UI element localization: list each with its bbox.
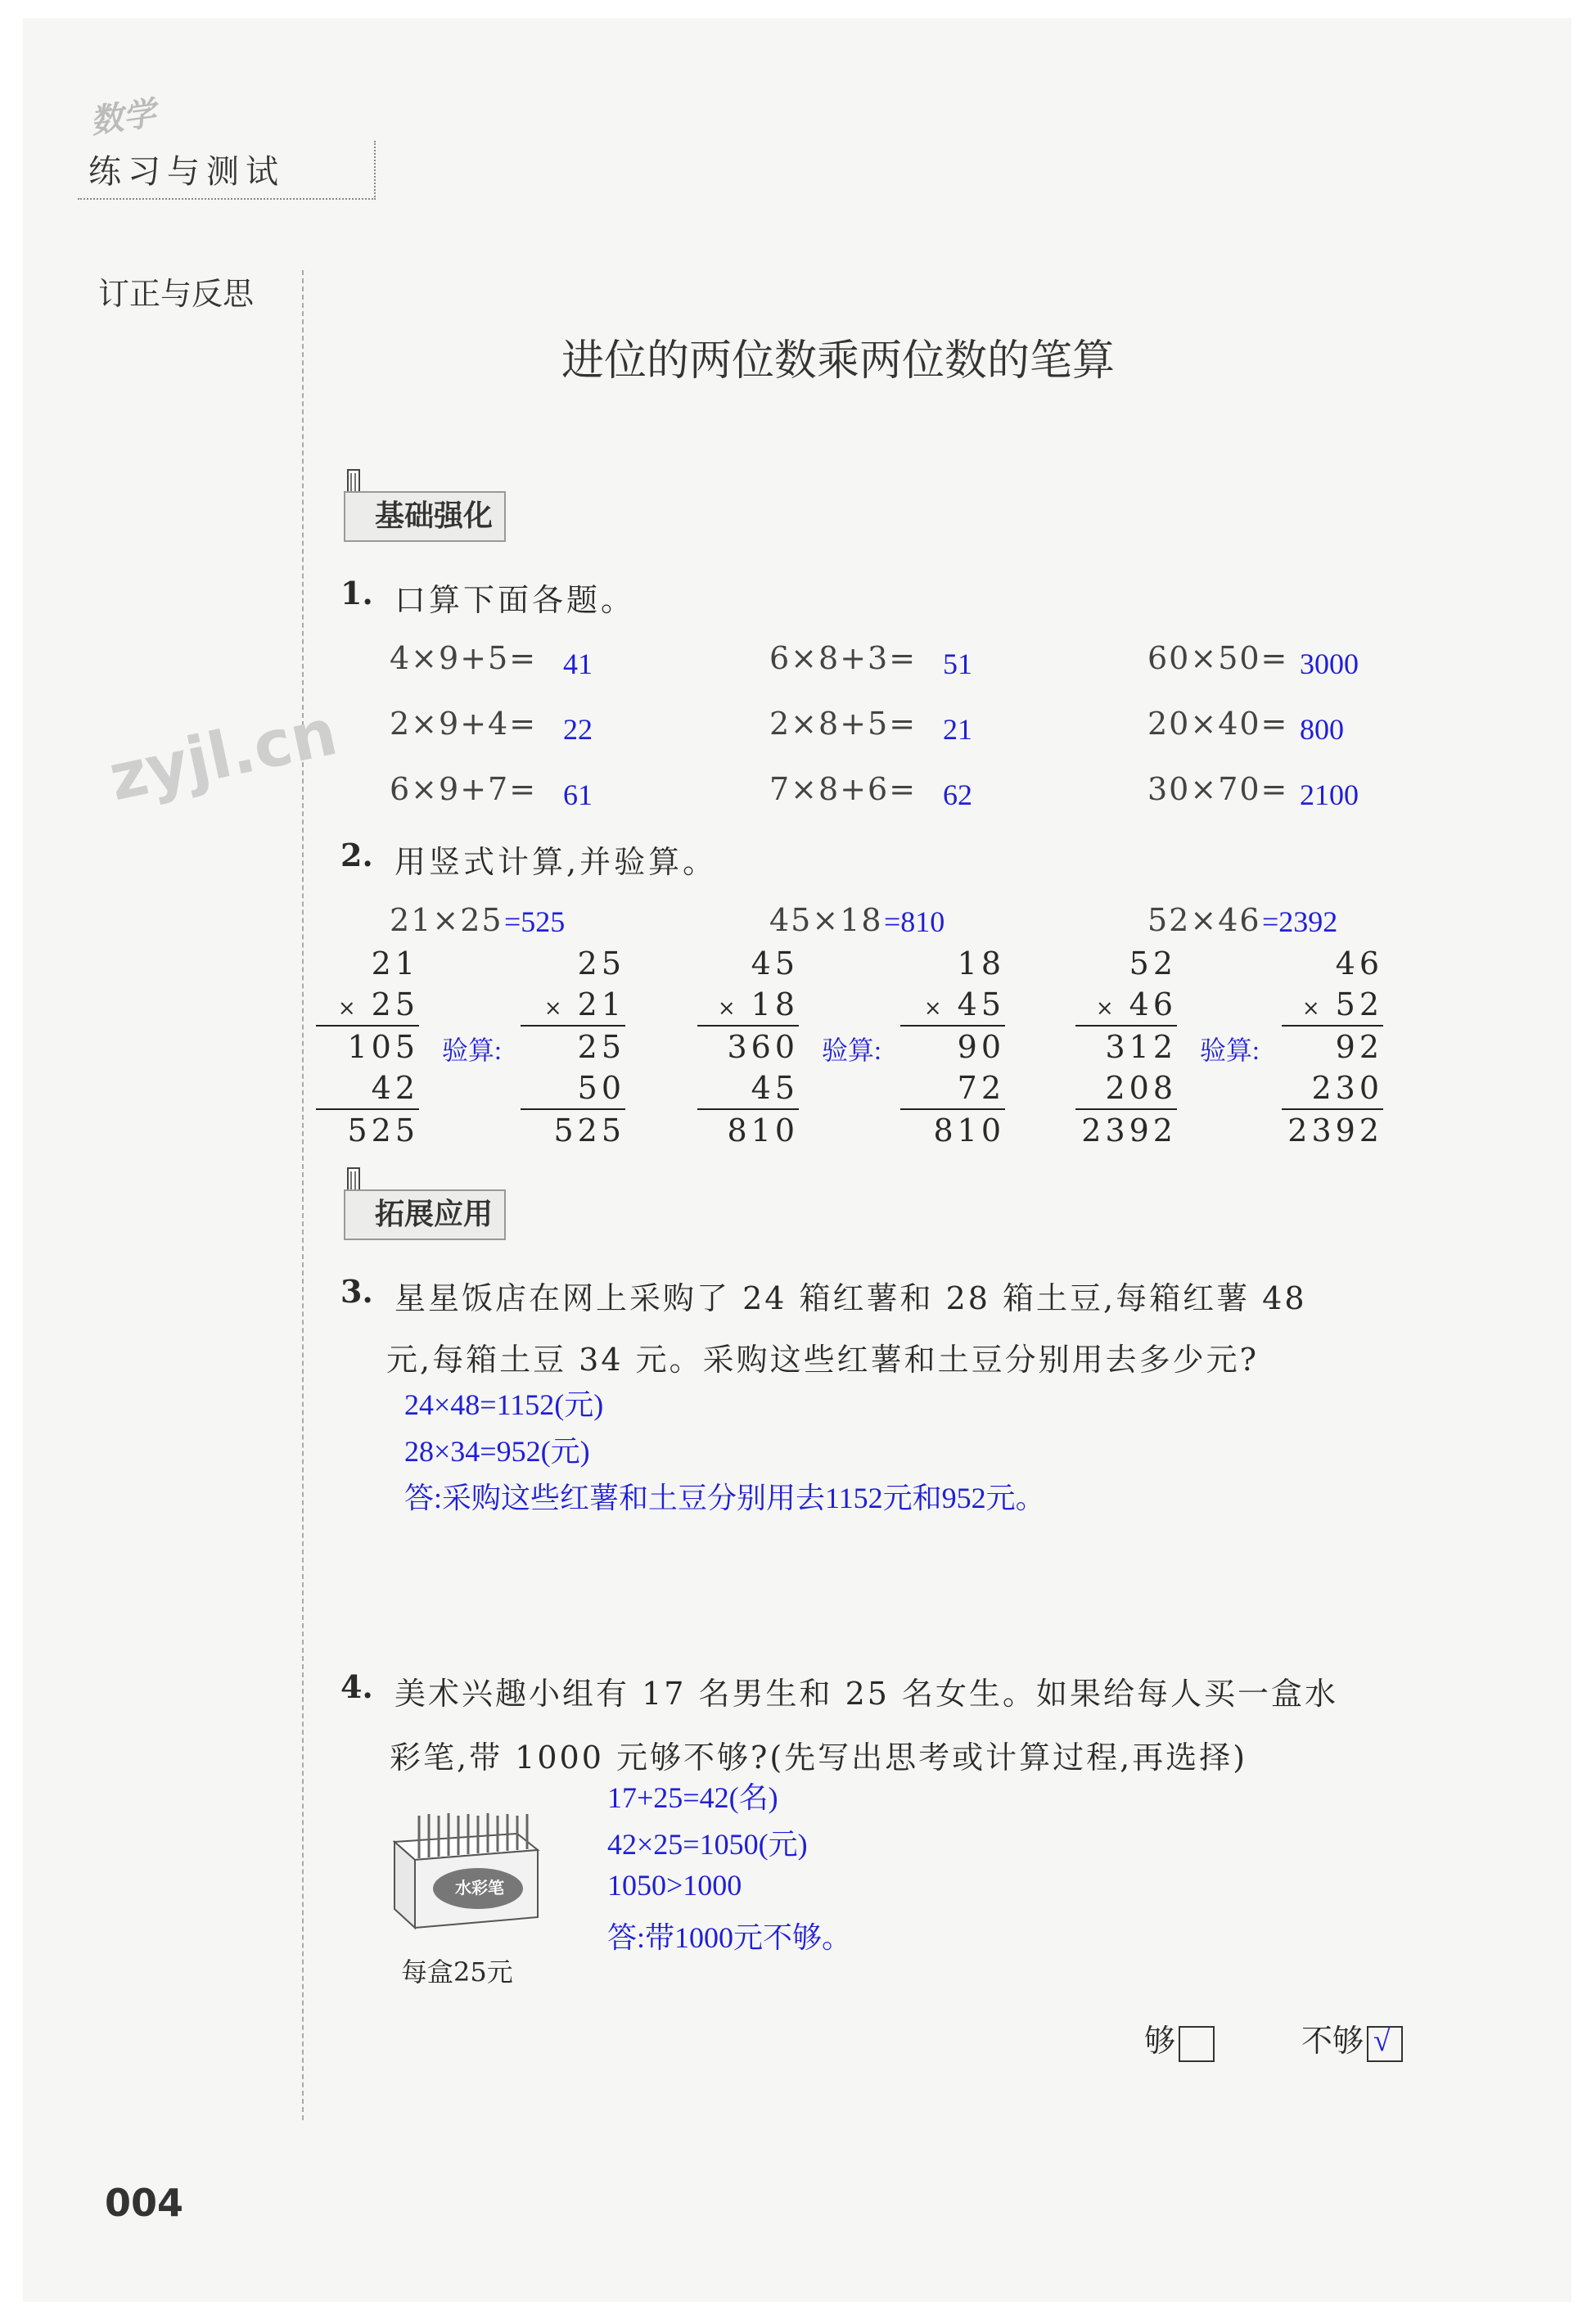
option-enough[interactable] (1144, 2015, 1215, 2062)
q2-digit-partial-product: 90 (957, 1029, 1005, 1065)
q2-row-multiplicand (521, 943, 625, 984)
q2-row-partial-product (697, 1067, 799, 1110)
q2-row-product (900, 1110, 1005, 1151)
header-subject: 数学 (88, 94, 159, 142)
option-enough-checkbox[interactable] (1179, 2026, 1215, 2062)
q2-row-product (697, 1110, 799, 1151)
q1-expression: 60×50= (1147, 640, 1289, 676)
times-sign: × (1095, 996, 1118, 1021)
q1-answer: 62 (943, 778, 972, 811)
q4-answer-1: 17+25=42(名) (607, 1781, 778, 1814)
q2-row-partial-product (1282, 1027, 1383, 1067)
q1-answer: 41 (563, 648, 593, 680)
q2-digit-partial-product: 72 (957, 1070, 1005, 1106)
q2-row-multiplicand (697, 943, 799, 984)
q2-digit-multiplier: 18 (751, 986, 799, 1022)
q2-row-product (1282, 1110, 1383, 1151)
option-not-enough-checkbox[interactable] (1367, 2023, 1403, 2062)
q2-digit-partial-product: 50 (577, 1070, 625, 1106)
q2-digit-partial-product: 42 (371, 1070, 419, 1106)
header-box (78, 141, 376, 200)
q2-row-partial-product (316, 1067, 419, 1110)
watercolor-box-image (386, 1809, 542, 1932)
check-mark: √ (1373, 2023, 1391, 2058)
q2-digit-partial-product: 105 (347, 1029, 419, 1065)
page-title: 进位的两位数乘两位数的笔算 (561, 336, 1116, 386)
q2-text: 用竖式计算,并验算。 (394, 844, 718, 880)
q3-answer-3: 答:采购这些红薯和土豆分别用去1152元和952元。 (404, 1482, 1045, 1514)
q1-expression: 6×9+7= (390, 771, 538, 807)
watercolor-box-label: 水彩笔 (455, 1878, 504, 1898)
q3-answer-2: 28×34=952(元) (404, 1435, 590, 1468)
q2-row-multiplicand (900, 943, 1005, 984)
q2-row-multiplier (697, 984, 799, 1027)
q2-row-multiplicand (316, 943, 419, 984)
q2-row-partial-product (900, 1067, 1005, 1110)
q4-answer-4: 答:带1000元不够。 (607, 1921, 852, 1954)
q1-expression: 4×9+5= (390, 640, 538, 676)
q2-vertical-verify (521, 943, 625, 1151)
q3-answer-1: 24×48=1152(元) (404, 1388, 604, 1421)
q2-digit-partial-product: 360 (727, 1029, 799, 1065)
q2-digit-product: 525 (553, 1112, 625, 1148)
option-enough-label: 够 (1144, 2023, 1176, 2059)
q2-expression: 52×46 (1147, 902, 1261, 938)
q1-answer: 61 (563, 778, 593, 811)
q2-digit-multiplicand: 52 (1129, 945, 1177, 981)
q2-check-label: 验算: (822, 1036, 881, 1065)
q2-digit-multiplier: 25 (371, 986, 419, 1022)
q2-row-multiplier (900, 984, 1005, 1027)
q2-vertical-calc (316, 943, 419, 1151)
times-sign: × (543, 996, 566, 1021)
q2-vertical-calc (697, 943, 799, 1151)
q2-vertical-verify (900, 943, 1005, 1151)
q2-digit-multiplicand: 21 (371, 945, 419, 981)
q1-expression: 6×8+3= (769, 640, 917, 676)
q2-digit-multiplier: 45 (957, 986, 1005, 1022)
q1-text: 口算下面各题。 (394, 582, 636, 618)
q2-vertical-calc (1075, 943, 1177, 1151)
q2-row-multiplicand (1282, 943, 1383, 984)
sidebar-label: 订正与反思 (98, 276, 255, 312)
q4-line1: 美术兴趣小组有 17 名男生和 25 名女生。如果给每人买一盒水 (394, 1676, 1339, 1712)
q2-expression: 45×18 (769, 902, 883, 938)
q2-row-partial-product (521, 1027, 625, 1067)
q1-answer: 21 (943, 713, 972, 746)
q2-digit-product: 810 (933, 1112, 1005, 1148)
q1-expression: 7×8+6= (769, 771, 917, 807)
q2-digit-product: 2392 (1287, 1112, 1383, 1148)
page-number: 004 (105, 2181, 184, 2225)
q2-check-label: 验算: (442, 1036, 502, 1065)
q2-digit-partial-product: 92 (1335, 1029, 1383, 1065)
q4-price: 每盒25元 (401, 1956, 513, 1988)
q2-row-multiplier (1282, 984, 1383, 1027)
q2-vertical-verify (1282, 943, 1383, 1151)
q2-row-partial-product (316, 1027, 419, 1067)
q2-digit-partial-product: 45 (751, 1070, 799, 1106)
q2-row-product (521, 1110, 625, 1151)
q3-line1: 星星饭店在网上采购了 24 箱红薯和 28 箱土豆,每箱红薯 48 (394, 1280, 1307, 1316)
q1-expression: 20×40= (1147, 706, 1289, 742)
header-book-title: 练习与测试 (88, 153, 285, 191)
q2-row-partial-product (521, 1067, 625, 1110)
q1-number: 1. (340, 575, 373, 611)
q2-row-multiplier (316, 984, 419, 1027)
q2-digit-multiplicand: 45 (751, 945, 799, 981)
q1-answer: 3000 (1300, 648, 1359, 680)
q2-digit-partial-product: 312 (1105, 1029, 1177, 1065)
q2-row-partial-product (900, 1027, 1005, 1067)
q2-digit-product: 810 (727, 1112, 799, 1148)
q1-expression: 30×70= (1147, 771, 1289, 807)
times-sign: × (923, 996, 946, 1021)
q2-expression: 21×25 (390, 902, 503, 938)
q2-digit-multiplier: 46 (1129, 986, 1177, 1022)
q2-digit-multiplicand: 18 (957, 945, 1005, 981)
times-sign: × (1301, 996, 1324, 1021)
q2-digit-multiplier: 21 (577, 986, 625, 1022)
margin-divider (302, 270, 304, 2120)
q2-answer: =525 (504, 905, 566, 938)
q2-row-multiplier (1075, 984, 1177, 1027)
q2-digit-partial-product: 230 (1311, 1070, 1383, 1106)
q2-row-product (1075, 1110, 1177, 1151)
q3-line2: 元,每箱土豆 34 元。采购这些红薯和土豆分别用去多少元? (386, 1342, 1259, 1378)
q3-number: 3. (340, 1273, 373, 1310)
q1-answer: 800 (1300, 713, 1344, 746)
q2-digit-partial-product: 25 (577, 1029, 625, 1065)
q1-expression: 2×8+5= (769, 706, 917, 742)
q1-expression: 2×9+4= (390, 706, 538, 742)
q2-digit-product: 2392 (1081, 1112, 1177, 1148)
option-not-enough[interactable] (1301, 2015, 1403, 2062)
q2-digit-multiplier: 52 (1335, 986, 1383, 1022)
q4-answer-3: 1050>1000 (607, 1869, 742, 1902)
section-basic: 基础强化 (344, 491, 506, 542)
q2-row-product (316, 1110, 419, 1151)
q2-row-partial-product (1075, 1067, 1177, 1110)
q2-row-partial-product (697, 1027, 799, 1067)
q2-digit-multiplicand: 25 (577, 945, 625, 981)
q2-answer: =2392 (1262, 905, 1338, 938)
q4-line2: 彩笔,带 1000 元够不够?(先写出思考或计算过程,再选择) (390, 1740, 1248, 1776)
q2-number: 2. (340, 837, 373, 873)
q1-answer: 2100 (1300, 778, 1359, 811)
section-extend: 拓展应用 (344, 1189, 506, 1240)
q2-row-multiplier (521, 984, 625, 1027)
q4-number: 4. (340, 1668, 373, 1705)
q2-digit-product: 525 (347, 1112, 419, 1148)
q2-answer: =810 (884, 905, 945, 938)
q2-check-label: 验算: (1200, 1036, 1260, 1065)
q2-row-multiplicand (1075, 943, 1177, 984)
q1-answer: 51 (943, 648, 972, 680)
times-sign: × (337, 996, 360, 1021)
option-not-enough-label: 不够 (1301, 2023, 1364, 2059)
watermark: zyjl.cn (102, 695, 344, 816)
q4-answer-2: 42×25=1050(元) (607, 1828, 808, 1861)
q2-row-partial-product (1282, 1067, 1383, 1110)
q2-row-partial-product (1075, 1027, 1177, 1067)
q1-answer: 22 (563, 713, 593, 746)
times-sign: × (717, 996, 740, 1021)
q2-digit-multiplicand: 46 (1335, 945, 1383, 981)
q2-digit-partial-product: 208 (1105, 1070, 1177, 1106)
